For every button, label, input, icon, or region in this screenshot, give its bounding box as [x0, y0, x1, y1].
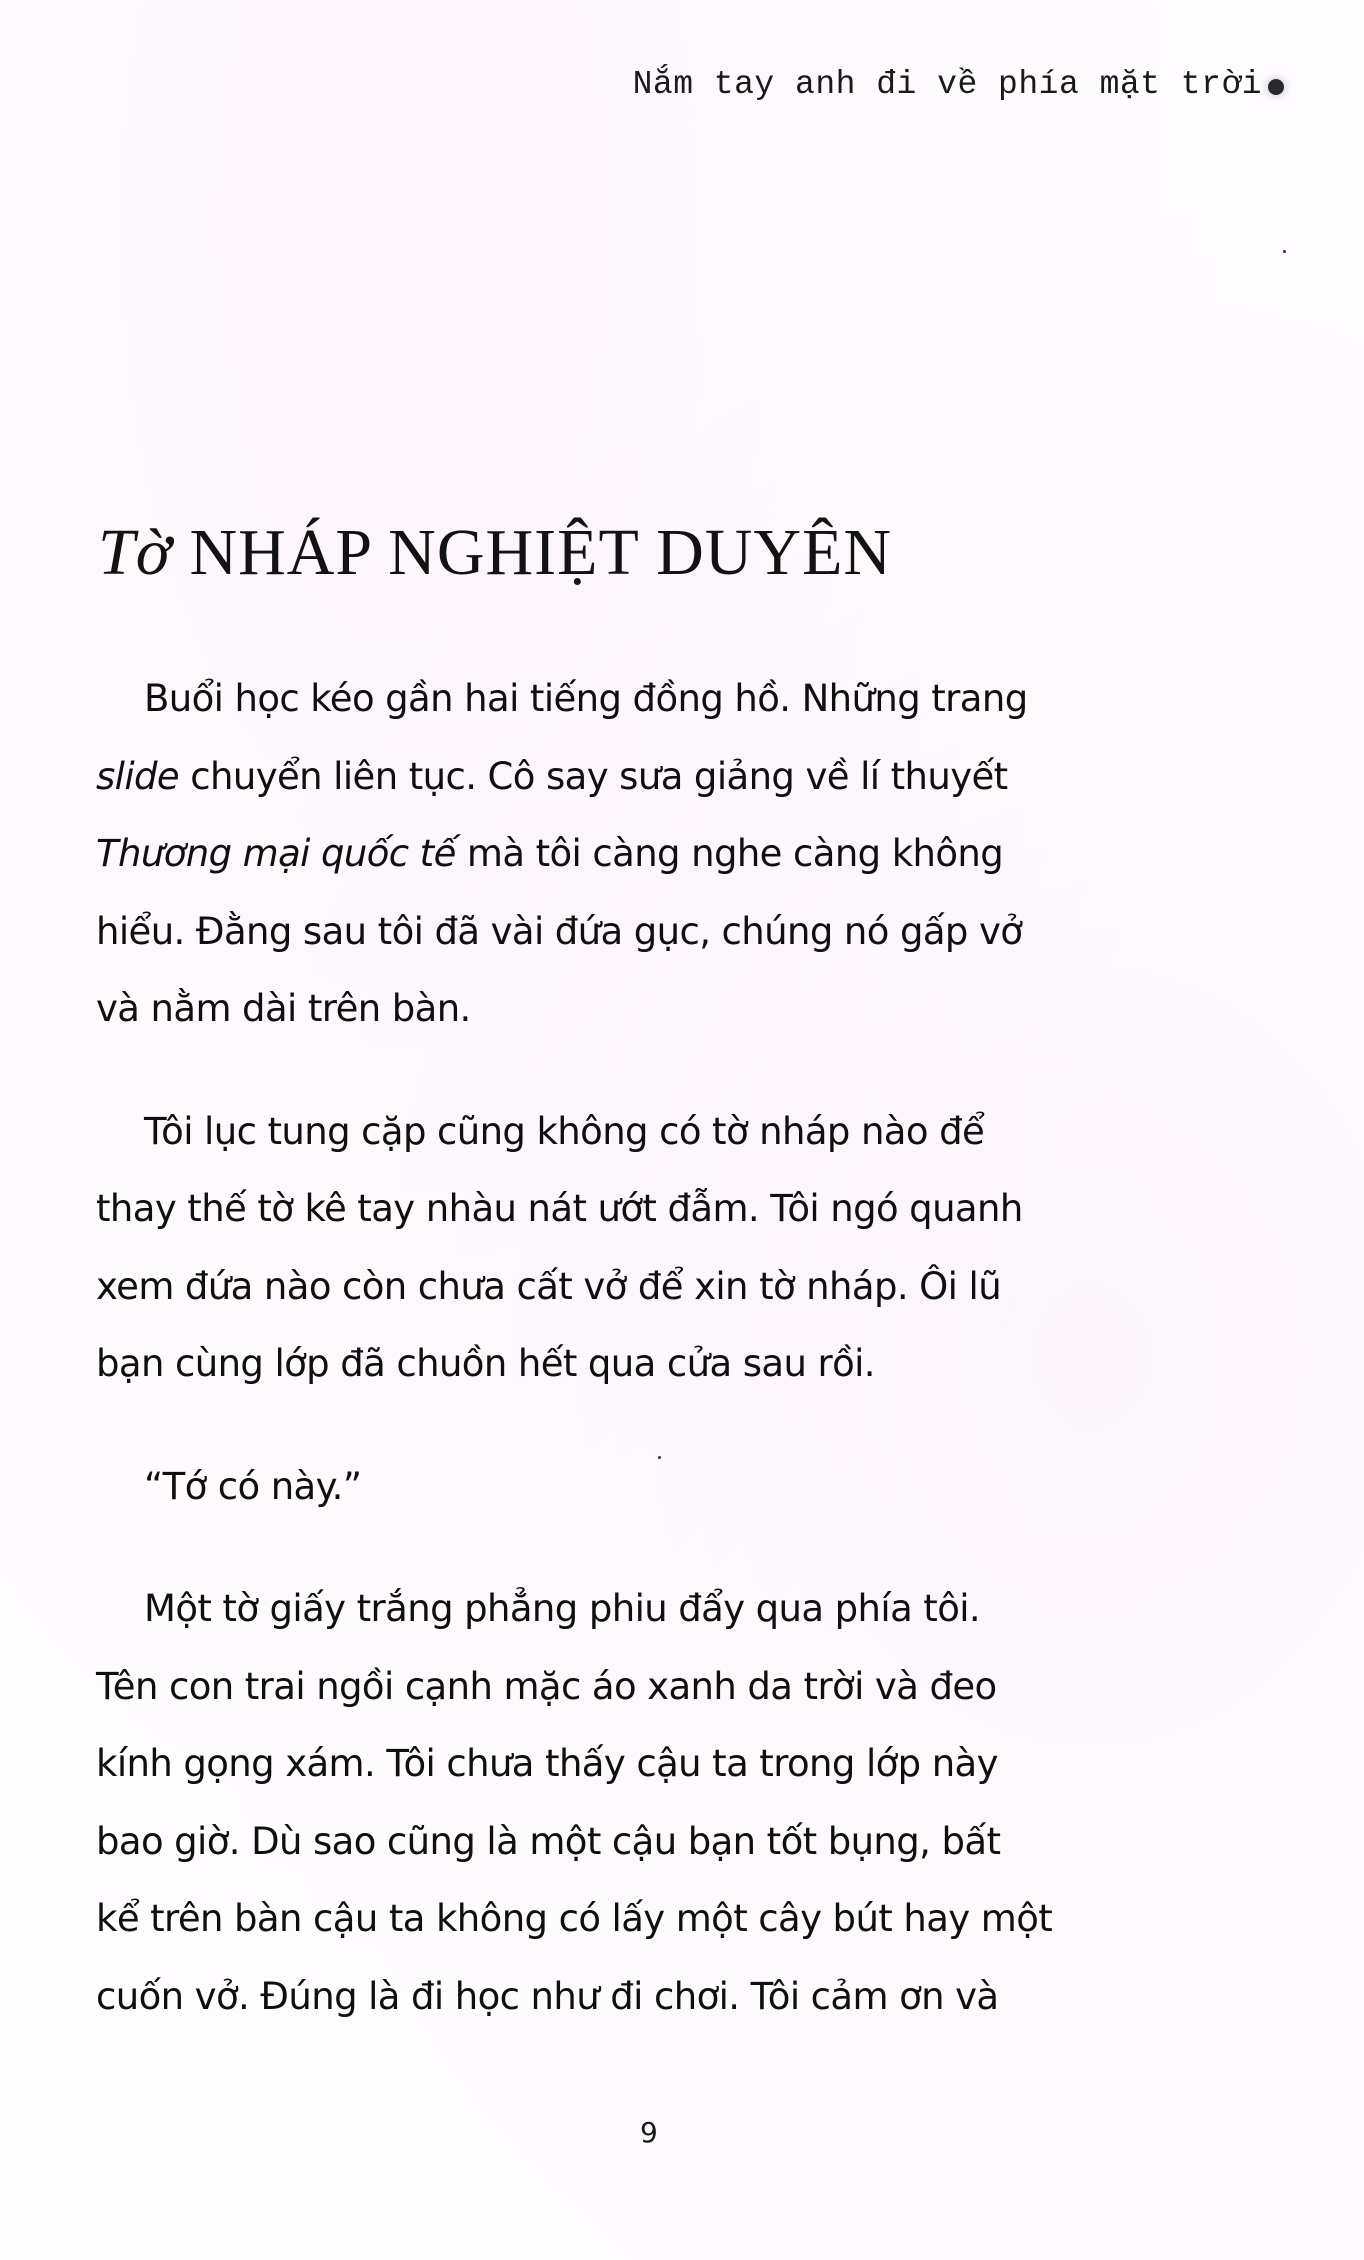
page-number: 9 [640, 2116, 658, 2149]
text-line: “Tớ có này.” [144, 1464, 362, 1508]
text-line: bao giờ. Dù sao cũng là một cậu bạn tốt bụng, bất [96, 1819, 1001, 1863]
chapter-title [98, 516, 893, 589]
text-line: Tôi lục tung cặp cũng không có tờ nháp nào để [144, 1109, 985, 1153]
chapter-title-rest: NHÁP NGHIỆT DUYÊN [189, 516, 893, 589]
paragraph-4 [96, 1570, 1206, 2035]
paragraph-1 [96, 660, 1206, 1048]
text-line: Buổi học kéo gần hai tiếng đồng hồ. Những trang [144, 677, 1028, 720]
bleed-through-texture [180, 180, 1290, 548]
scan-speck [1283, 250, 1286, 253]
paragraph-3-dialogue [96, 1448, 1206, 1526]
text-line: hiểu. Đằng sau tôi đã vài đứa gục, chúng nó gấp vở [96, 909, 1023, 953]
text-line: và nằm dài trên bàn. [96, 987, 471, 1030]
dot-ornament-icon [1268, 79, 1284, 95]
body-text [96, 660, 1206, 2080]
text-line: kính gọng xám. Tôi chưa thấy cậu ta trong lớp này [96, 1742, 998, 1785]
text-line: Một tờ giấy trắng phẳng phiu đẩy qua phía tôi. [144, 1587, 981, 1630]
paragraph-2 [96, 1093, 1206, 1403]
chapter-title-lead: Tờ [98, 516, 172, 589]
text-line: Tên con trai ngồi cạnh mặc áo xanh da trời và đeo [96, 1664, 997, 1708]
text-line: cuốn vở. Đúng là đi học như đi chơi. Tôi cảm ơn và [96, 1974, 999, 2018]
running-header [633, 66, 1284, 103]
text-line: thay thế tờ kê tay nhàu nát ướt đẫm. Tôi ngó quanh [96, 1187, 1023, 1230]
italic-term: Thương mại quốc tế [96, 832, 456, 875]
text-line: kể trên bàn cậu ta không có lấy một cây bút hay một [96, 1897, 1053, 1940]
italic-term: slide [96, 754, 180, 798]
text-line: xem đứa nào còn chưa cất vở để xin tờ nháp. Ôi lũ [96, 1264, 1002, 1308]
text-line: Thương mại quốc tế mà tôi càng nghe càng không [96, 832, 1004, 875]
running-header-title: Nắm tay anh đi về phía mặt trời [632, 66, 1262, 103]
text-line: slide chuyển liên tục. Cô say sưa giảng về lí thuyết [96, 754, 1008, 798]
text-line: bạn cùng lớp đã chuồn hết qua cửa sau rồi. [96, 1342, 875, 1385]
